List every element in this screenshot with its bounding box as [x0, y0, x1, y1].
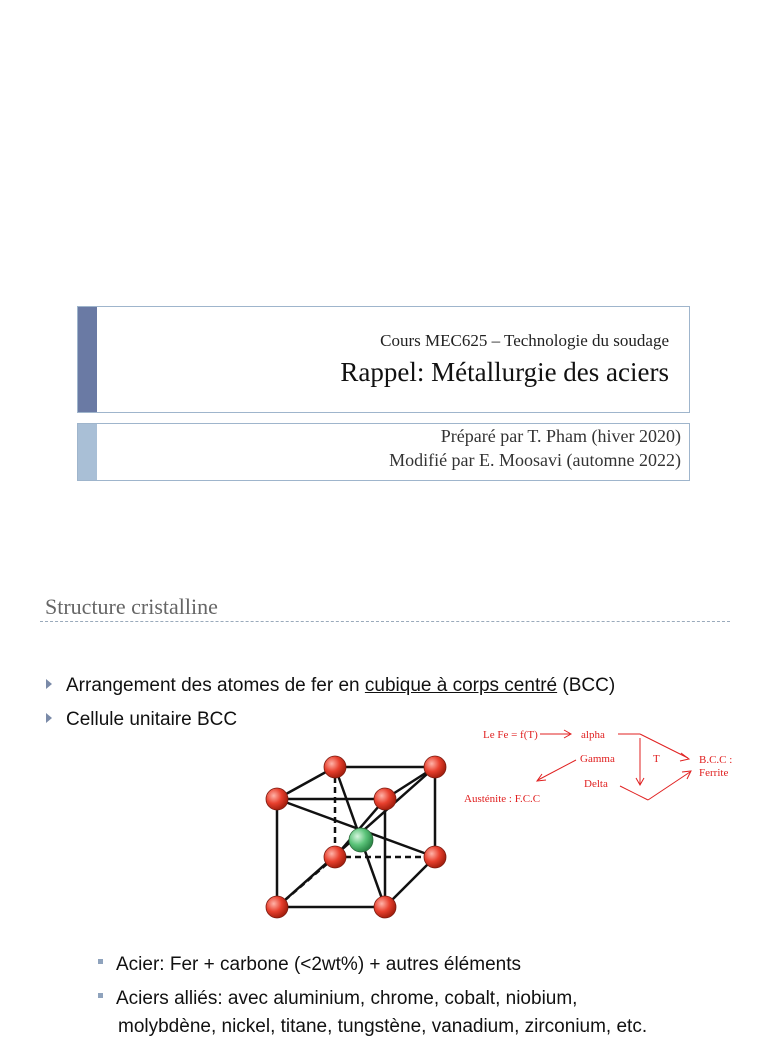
- sub-bullet-text: Aciers alliés: avec aluminium, chrome, cobalt, niobium,: [116, 988, 578, 1009]
- section-divider: [40, 621, 730, 622]
- sub-bullet-continuation: [118, 1016, 647, 1038]
- section-title: Structure cristalline: [45, 594, 218, 619]
- title-box: [77, 306, 690, 413]
- course-subtitle: Cours MEC625 – Technologie du soudage: [380, 331, 669, 350]
- sub-bullet-acier: [98, 954, 521, 976]
- title-accent-bar: [78, 307, 97, 412]
- author-box: [77, 423, 690, 481]
- bullet-unit-cell: [46, 709, 237, 731]
- bcc-lattice-diagram: [255, 752, 475, 932]
- sub-bullet-text: Acier: Fer + carbone (<2wt%) + autres éléments: [116, 954, 521, 975]
- annotation-ferrite: Ferrite: [699, 767, 729, 779]
- bullet-text: Cellule unitaire BCC: [66, 709, 238, 730]
- square-bullet-icon: [98, 993, 103, 998]
- annotation-delta: Delta: [584, 778, 608, 790]
- annotation-fe-equation: Le Fe = f(T): [483, 729, 538, 741]
- modified-by: Modifié par E. Moosavi (automne 2022): [389, 450, 681, 470]
- sub-bullet-text: molybdène, nickel, titane, tungstène, vanadium, zirconium, etc.: [118, 1016, 648, 1037]
- annotation-bcc: B.C.C :: [699, 754, 733, 766]
- square-bullet-icon: [98, 959, 103, 964]
- triangle-bullet-icon: [46, 713, 52, 723]
- annotation-arrows: [460, 722, 700, 812]
- annotation-alpha: alpha: [581, 729, 605, 741]
- triangle-bullet-icon: [46, 679, 52, 689]
- bullet-text-after: (BCC): [557, 675, 616, 696]
- author-accent-bar: [78, 424, 97, 480]
- bullet-arrangement: [46, 675, 615, 697]
- slide-title: Rappel: Métallurgie des aciers: [340, 357, 669, 387]
- bullet-text-before: Arrangement des atomes de fer en: [66, 675, 365, 696]
- annotation-austenite: Austénite : F.C.C: [464, 793, 541, 805]
- bullet-underlined-term: cubique à corps centré: [364, 675, 558, 696]
- annotation-gamma: Gamma: [580, 753, 615, 765]
- annotation-t: T: [653, 753, 660, 765]
- sub-bullet-allies: [98, 988, 577, 1010]
- prepared-by: Préparé par T. Pham (hiver 2020): [440, 426, 681, 446]
